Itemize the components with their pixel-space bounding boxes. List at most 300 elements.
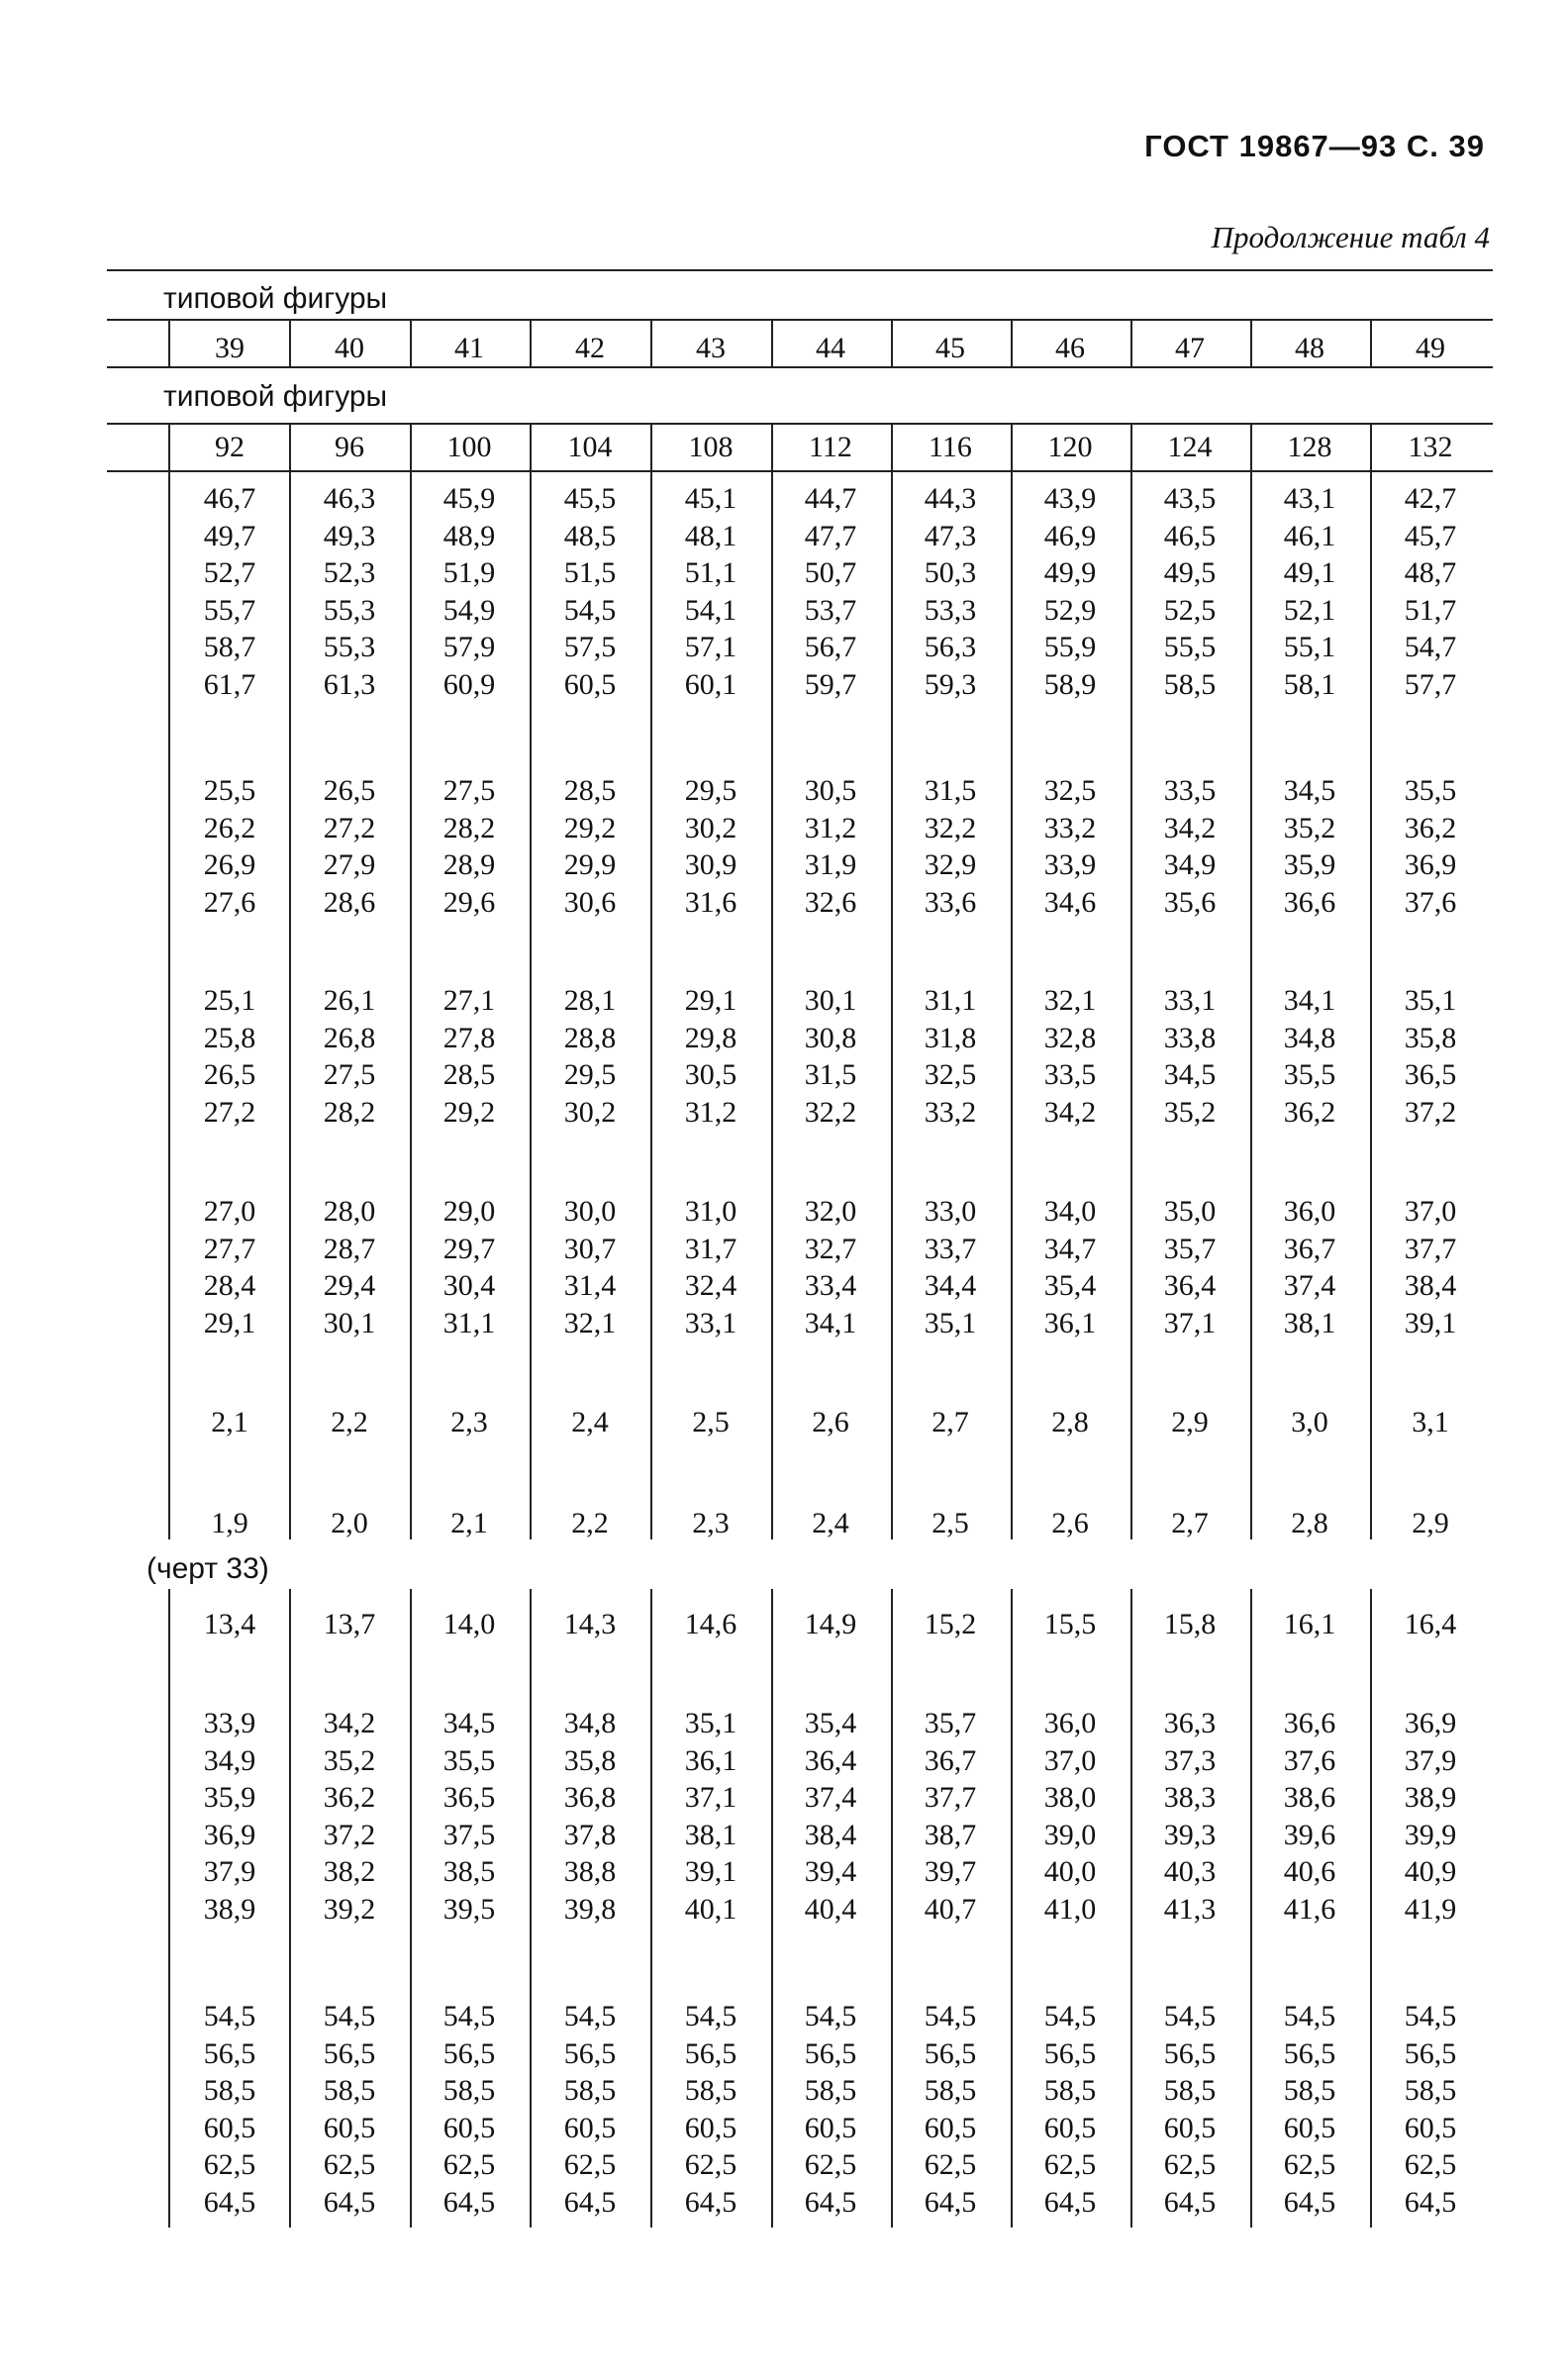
table-cell: 27,7 — [203, 1232, 256, 1265]
table-cell: 54,5 — [684, 2000, 737, 2032]
table-cell: 37,9 — [203, 1855, 256, 1888]
table-cell: 36,4 — [804, 1743, 857, 1777]
table-cell: 29,4 — [323, 1269, 376, 1302]
table-cell: 39,4 — [804, 1855, 857, 1888]
table-cell: 64,5 — [1163, 2185, 1217, 2219]
table-cell: 37,4 — [1283, 1269, 1336, 1302]
table-cell: 46,7 — [203, 482, 256, 515]
table-cell: 60,5 — [924, 2111, 977, 2144]
table-cell: 34,5 — [1163, 1058, 1217, 1091]
second-number-cell: 104 — [567, 431, 613, 463]
table-cell: 29,5 — [563, 1058, 617, 1091]
table-cell: 37,5 — [442, 1818, 496, 1851]
table-cell: 29,7 — [442, 1232, 496, 1265]
table-cell: 36,2 — [1283, 1095, 1336, 1129]
table-cell: 26,2 — [203, 811, 256, 844]
table-cell: 35,7 — [924, 1707, 977, 1739]
table-cell: 27,1 — [442, 984, 496, 1017]
header-column-rule — [1011, 319, 1013, 366]
table-cell: 55,9 — [1043, 631, 1097, 663]
table-cell: 34,5 — [1283, 774, 1336, 807]
table-cell: 36,1 — [684, 1743, 737, 1777]
table-cell: 25,1 — [203, 984, 256, 1017]
header-column-rule — [1130, 319, 1132, 366]
table-cell: 38,9 — [203, 1892, 256, 1926]
table-cell: 31,0 — [684, 1195, 737, 1228]
table-cell: 35,5 — [1283, 1058, 1336, 1091]
table-cell: 32,5 — [1043, 774, 1097, 807]
table-cell: 37,6 — [1404, 885, 1457, 919]
figure-number-cell: 39 — [215, 332, 245, 364]
table-cell: 62,5 — [563, 2148, 617, 2181]
table-cell: 29,1 — [203, 1306, 256, 1339]
table-cell: 2,8 — [1291, 1507, 1328, 1539]
table-top-rule — [107, 269, 1493, 271]
table-cell: 57,9 — [442, 631, 496, 663]
header-column-rule — [1370, 319, 1372, 366]
table-cell: 30,4 — [442, 1269, 496, 1302]
second-number-cell: 128 — [1287, 431, 1332, 463]
table-cell: 33,5 — [1043, 1058, 1097, 1091]
table-cell: 62,5 — [323, 2148, 376, 2181]
table-cell: 26,5 — [323, 774, 376, 807]
table-cell: 39,1 — [684, 1855, 737, 1888]
table-cell: 27,5 — [323, 1058, 376, 1091]
table-cell: 58,5 — [442, 2074, 496, 2107]
table-cell: 49,9 — [1043, 556, 1097, 589]
table-cell: 29,8 — [684, 1021, 737, 1054]
table-cell: 28,7 — [323, 1232, 376, 1265]
table-cell: 29,1 — [684, 984, 737, 1017]
table-cell: 34,5 — [442, 1707, 496, 1739]
table-cell: 2,2 — [571, 1507, 609, 1539]
table-cell: 56,7 — [804, 631, 857, 663]
table-cell: 56,5 — [563, 2036, 617, 2070]
table-cell: 60,5 — [1404, 2111, 1457, 2144]
table-cell: 3,1 — [1412, 1406, 1449, 1438]
figure-number-cell: 45 — [935, 332, 965, 364]
table-cell: 37,1 — [1163, 1306, 1217, 1339]
table-cell: 39,8 — [563, 1892, 617, 1926]
table-cell: 36,9 — [203, 1818, 256, 1851]
table-cell: 56,5 — [1404, 2036, 1457, 2070]
table-cell: 41,9 — [1404, 1892, 1457, 1926]
table-cell: 45,7 — [1404, 519, 1457, 552]
table-cell: 56,5 — [1043, 2036, 1097, 2070]
table-cell: 27,0 — [203, 1195, 256, 1228]
table-cell: 2,3 — [692, 1507, 730, 1539]
header-column-rule — [771, 423, 773, 470]
table-cell: 33,5 — [1163, 774, 1217, 807]
table-cell: 39,0 — [1043, 1818, 1097, 1851]
table-cell: 58,5 — [924, 2074, 977, 2107]
table-cell: 45,1 — [684, 482, 737, 515]
table-cell: 36,7 — [924, 1743, 977, 1777]
table-cell: 27,6 — [203, 885, 256, 919]
table-cell: 28,8 — [563, 1021, 617, 1054]
second-number-cell: 96 — [335, 431, 364, 463]
table-cell: 54,5 — [203, 2000, 256, 2032]
table-cell: 55,7 — [203, 593, 256, 627]
table-cell: 53,3 — [924, 593, 977, 627]
row-label-second-number: типовой фигуры — [163, 380, 388, 413]
table-cell: 27,9 — [323, 848, 376, 881]
table-cell: 46,5 — [1163, 519, 1217, 552]
table-cell: 39,2 — [323, 1892, 376, 1926]
table-cell: 25,8 — [203, 1021, 256, 1054]
table-cell: 14,6 — [684, 1608, 737, 1640]
table-cell: 54,5 — [563, 2000, 617, 2032]
table-cell: 38,4 — [804, 1818, 857, 1851]
figure-number-cell: 42 — [575, 332, 605, 364]
table-cell: 35,2 — [1163, 1095, 1217, 1129]
table-cell: 36,1 — [1043, 1306, 1097, 1339]
table-cell: 64,5 — [924, 2185, 977, 2219]
table-cell: 60,5 — [1283, 2111, 1336, 2144]
table-cell: 56,5 — [924, 2036, 977, 2070]
table-cell: 38,8 — [563, 1855, 617, 1888]
table-cell: 30,9 — [684, 848, 737, 881]
table-cell: 58,5 — [1043, 2074, 1097, 2107]
table-cell: 40,4 — [804, 1892, 857, 1926]
table-cell: 59,3 — [924, 667, 977, 701]
table-cell: 56,5 — [1283, 2036, 1336, 2070]
table-cell: 37,7 — [924, 1781, 977, 1814]
table-cell: 2,5 — [692, 1406, 730, 1438]
table-cell: 62,5 — [924, 2148, 977, 2181]
table-cell: 32,5 — [924, 1058, 977, 1091]
table-cell: 37,7 — [1404, 1232, 1457, 1265]
second-row-top-rule — [107, 423, 1493, 425]
header-column-rule — [891, 319, 893, 366]
table-cell: 3,0 — [1291, 1406, 1328, 1438]
table-cell: 46,3 — [323, 482, 376, 515]
table-cell: 28,1 — [563, 984, 617, 1017]
table-cell: 28,2 — [442, 811, 496, 844]
table-cell: 33,9 — [1043, 848, 1097, 881]
table-cell: 57,5 — [563, 631, 617, 663]
figure-number-cell: 41 — [454, 332, 484, 364]
header-column-rule — [891, 423, 893, 470]
table-cell: 2,6 — [1051, 1507, 1089, 1539]
table-cell: 36,3 — [1163, 1707, 1217, 1739]
table-cell: 28,5 — [563, 774, 617, 807]
table-cell: 35,7 — [1163, 1232, 1217, 1265]
table-cell: 30,5 — [804, 774, 857, 807]
table-cell: 51,9 — [442, 556, 496, 589]
table-cell: 33,4 — [804, 1269, 857, 1302]
table-cell: 60,1 — [684, 667, 737, 701]
table-cell: 54,9 — [442, 593, 496, 627]
table-cell: 30,2 — [563, 1095, 617, 1129]
table-cell: 48,5 — [563, 519, 617, 552]
table-cell: 52,5 — [1163, 593, 1217, 627]
table-cell: 29,6 — [442, 885, 496, 919]
table-cell: 31,4 — [563, 1269, 617, 1302]
table-cell: 60,5 — [563, 667, 617, 701]
table-cell: 62,5 — [1404, 2148, 1457, 2181]
table-cell: 38,5 — [442, 1855, 496, 1888]
table-cell: 15,8 — [1163, 1608, 1217, 1640]
table-cell: 29,0 — [442, 1195, 496, 1228]
table-cell: 16,1 — [1283, 1608, 1336, 1640]
table-cell: 32,6 — [804, 885, 857, 919]
table-cell: 35,9 — [203, 1781, 256, 1814]
table-cell: 49,3 — [323, 519, 376, 552]
table-cell: 36,2 — [323, 1781, 376, 1814]
header-column-rule — [289, 319, 291, 366]
table-cell: 30,1 — [804, 984, 857, 1017]
table-cell: 37,4 — [804, 1781, 857, 1814]
table-cell: 58,1 — [1283, 667, 1336, 701]
second-number-cell: 100 — [446, 431, 492, 463]
table-cell: 34,2 — [1163, 811, 1217, 844]
table-cell: 2,9 — [1412, 1507, 1449, 1539]
table-cell: 64,5 — [804, 2185, 857, 2219]
table-cell: 35,0 — [1163, 1195, 1217, 1228]
second-number-cell: 92 — [215, 431, 245, 463]
header-column-rule — [1370, 423, 1372, 470]
header-column-rule — [1011, 423, 1013, 470]
table-cell: 36,9 — [1404, 1707, 1457, 1739]
table-cell: 2,6 — [812, 1406, 849, 1438]
table-cell: 31,7 — [684, 1232, 737, 1265]
table-cell: 33,0 — [924, 1195, 977, 1228]
table-cell: 33,7 — [924, 1232, 977, 1265]
table-cell: 28,4 — [203, 1269, 256, 1302]
table-cell: 15,5 — [1043, 1608, 1097, 1640]
header-column-rule — [1130, 423, 1132, 470]
table-cell: 2,8 — [1051, 1406, 1089, 1438]
table-cell: 56,5 — [804, 2036, 857, 2070]
table-cell: 32,2 — [924, 811, 977, 844]
table-cell: 38,1 — [1283, 1306, 1336, 1339]
table-cell: 57,1 — [684, 631, 737, 663]
table-cell: 53,7 — [804, 593, 857, 627]
table-cell: 35,5 — [1404, 774, 1457, 807]
table-cell: 33,2 — [1043, 811, 1097, 844]
table-cell: 2,2 — [331, 1406, 368, 1438]
table-cell: 31,6 — [684, 885, 737, 919]
table-cell: 31,5 — [924, 774, 977, 807]
table-cell: 38,3 — [1163, 1781, 1217, 1814]
table-cell: 44,3 — [924, 482, 977, 515]
table-cell: 41,6 — [1283, 1892, 1336, 1926]
table-cell: 64,5 — [203, 2185, 256, 2219]
second-number-cell: 124 — [1167, 431, 1213, 463]
table-cell: 38,1 — [684, 1818, 737, 1851]
figure-number-cell: 49 — [1416, 332, 1445, 364]
table-cell: 64,5 — [1043, 2185, 1097, 2219]
table-cell: 60,5 — [563, 2111, 617, 2144]
table-cell: 58,5 — [804, 2074, 857, 2107]
table-cell: 50,7 — [804, 556, 857, 589]
table-cell: 40,1 — [684, 1892, 737, 1926]
table-cell: 1,9 — [211, 1507, 248, 1539]
table-cell: 62,5 — [203, 2148, 256, 2181]
table-cell: 57,7 — [1404, 667, 1457, 701]
table-cell: 46,1 — [1283, 519, 1336, 552]
table-cell: 60,5 — [323, 2111, 376, 2144]
table-cell: 2,7 — [931, 1406, 969, 1438]
table-cell: 64,5 — [1404, 2185, 1457, 2219]
table-cell: 54,1 — [684, 593, 737, 627]
table-cell: 36,2 — [1404, 811, 1457, 844]
table-cell: 36,4 — [1163, 1269, 1217, 1302]
table-cell: 58,5 — [1404, 2074, 1457, 2107]
standard-page-header: ГОСТ 19867—93 С. 39 — [1144, 129, 1485, 163]
table-cell: 35,8 — [1404, 1021, 1457, 1054]
table-cell: 37,0 — [1404, 1195, 1457, 1228]
table-cell: 35,2 — [1283, 811, 1336, 844]
table-cell: 54,5 — [924, 2000, 977, 2032]
table-cell: 50,3 — [924, 556, 977, 589]
table-cell: 30,8 — [804, 1021, 857, 1054]
table-cell: 39,3 — [1163, 1818, 1217, 1851]
header-column-rule — [1250, 319, 1252, 366]
table-cell: 60,5 — [684, 2111, 737, 2144]
table-cell: 36,0 — [1283, 1195, 1336, 1228]
table-cell: 54,5 — [442, 2000, 496, 2032]
table-cell: 26,5 — [203, 1058, 256, 1091]
table-cell: 13,7 — [323, 1608, 376, 1640]
table-cell: 45,5 — [563, 482, 617, 515]
table-cell: 43,5 — [1163, 482, 1217, 515]
table-cell: 62,5 — [1163, 2148, 1217, 2181]
table-cell: 34,1 — [804, 1306, 857, 1339]
table-cell: 2,7 — [1171, 1507, 1209, 1539]
table-cell: 35,2 — [323, 1743, 376, 1777]
table-cell: 39,5 — [442, 1892, 496, 1926]
table-cell: 56,3 — [924, 631, 977, 663]
table-cell: 52,7 — [203, 556, 256, 589]
table-cell: 40,0 — [1043, 1855, 1097, 1888]
table-cell: 30,2 — [684, 811, 737, 844]
table-cell: 36,6 — [1283, 1707, 1336, 1739]
table-cell: 35,1 — [924, 1306, 977, 1339]
table-cell: 35,1 — [684, 1707, 737, 1739]
table-cell: 34,9 — [1163, 848, 1217, 881]
table-cell: 14,0 — [442, 1608, 496, 1640]
table-cell: 40,7 — [924, 1892, 977, 1926]
table-cell: 58,5 — [1283, 2074, 1336, 2107]
header-column-rule — [1250, 423, 1252, 470]
table-cell: 31,5 — [804, 1058, 857, 1091]
header-column-rule — [530, 423, 532, 470]
table-cell: 55,3 — [323, 631, 376, 663]
table-cell: 34,8 — [563, 1707, 617, 1739]
table-cell: 31,1 — [442, 1306, 496, 1339]
table-cell: 64,5 — [323, 2185, 376, 2219]
header-column-rule — [650, 423, 652, 470]
header-column-rule — [289, 423, 291, 470]
table-cell: 39,1 — [1404, 1306, 1457, 1339]
second-number-cell: 120 — [1047, 431, 1093, 463]
table-cell: 56,5 — [442, 2036, 496, 2070]
header-column-rule — [168, 319, 170, 366]
table-cell: 30,5 — [684, 1058, 737, 1091]
table-cell: 62,5 — [684, 2148, 737, 2181]
table-cell: 34,4 — [924, 1269, 977, 1302]
table-cell: 51,1 — [684, 556, 737, 589]
table-cell: 27,2 — [203, 1095, 256, 1129]
table-cell: 37,0 — [1043, 1743, 1097, 1777]
table-cell: 26,1 — [323, 984, 376, 1017]
table-cell: 35,4 — [1043, 1269, 1097, 1302]
table-cell: 37,1 — [684, 1781, 737, 1814]
table-cell: 31,2 — [804, 811, 857, 844]
header-column-rule — [410, 423, 412, 470]
table-cell: 33,9 — [203, 1707, 256, 1739]
table-cell: 62,5 — [442, 2148, 496, 2181]
second-number-cell: 112 — [809, 431, 852, 463]
table-cell: 60,5 — [442, 2111, 496, 2144]
table-cell: 37,3 — [1163, 1743, 1217, 1777]
header-column-rule — [650, 319, 652, 366]
table-cell: 58,9 — [1043, 667, 1097, 701]
table-cell: 29,2 — [563, 811, 617, 844]
table-cell: 28,5 — [442, 1058, 496, 1091]
table-cell: 60,5 — [804, 2111, 857, 2144]
table-cell: 54,5 — [1283, 2000, 1336, 2032]
table-cell: 34,6 — [1043, 885, 1097, 919]
table-cell: 2,3 — [450, 1406, 488, 1438]
table-cell: 49,1 — [1283, 556, 1336, 589]
table-cell: 54,5 — [804, 2000, 857, 2032]
table-cell: 48,7 — [1404, 556, 1457, 589]
table-cell: 55,1 — [1283, 631, 1336, 663]
table-cell: 35,9 — [1283, 848, 1336, 881]
table-cell: 36,0 — [1043, 1707, 1097, 1739]
figure-number-cell: 40 — [335, 332, 364, 364]
table-cell: 14,3 — [563, 1608, 617, 1640]
table-cell: 28,6 — [323, 885, 376, 919]
table-cell: 64,5 — [442, 2185, 496, 2219]
table-cell: 34,9 — [203, 1743, 256, 1777]
table-cell: 33,6 — [924, 885, 977, 919]
table-cell: 27,2 — [323, 811, 376, 844]
table-cell: 31,8 — [924, 1021, 977, 1054]
second-number-cell: 132 — [1408, 431, 1453, 463]
table-cell: 41,0 — [1043, 1892, 1097, 1926]
table-cell: 32,1 — [563, 1306, 617, 1339]
table-cell: 48,9 — [442, 519, 496, 552]
table-cell: 62,5 — [1283, 2148, 1336, 2181]
table-cell: 2,4 — [571, 1406, 609, 1438]
table-cell: 52,1 — [1283, 593, 1336, 627]
table-cell: 14,9 — [804, 1608, 857, 1640]
table-cell: 38,9 — [1404, 1781, 1457, 1814]
figure-number-cell: 46 — [1055, 332, 1085, 364]
table-cell: 58,5 — [323, 2074, 376, 2107]
table-cell: 37,2 — [1404, 1095, 1457, 1129]
table-cell: 26,9 — [203, 848, 256, 881]
table-cell: 39,9 — [1404, 1818, 1457, 1851]
table-cell: 54,5 — [1404, 2000, 1457, 2032]
table-cell: 25,5 — [203, 774, 256, 807]
table-cell: 56,5 — [1163, 2036, 1217, 2070]
table-cell: 60,5 — [203, 2111, 256, 2144]
table-cell: 34,0 — [1043, 1195, 1097, 1228]
table-cell: 47,3 — [924, 519, 977, 552]
table-cell: 36,7 — [1283, 1232, 1336, 1265]
table-cell: 38,4 — [1404, 1269, 1457, 1302]
figure-number-cell: 48 — [1295, 332, 1324, 364]
table-cell: 47,7 — [804, 519, 857, 552]
table-cell: 33,1 — [684, 1306, 737, 1339]
table-cell: 60,5 — [1163, 2111, 1217, 2144]
table-cell: 36,6 — [1283, 885, 1336, 919]
